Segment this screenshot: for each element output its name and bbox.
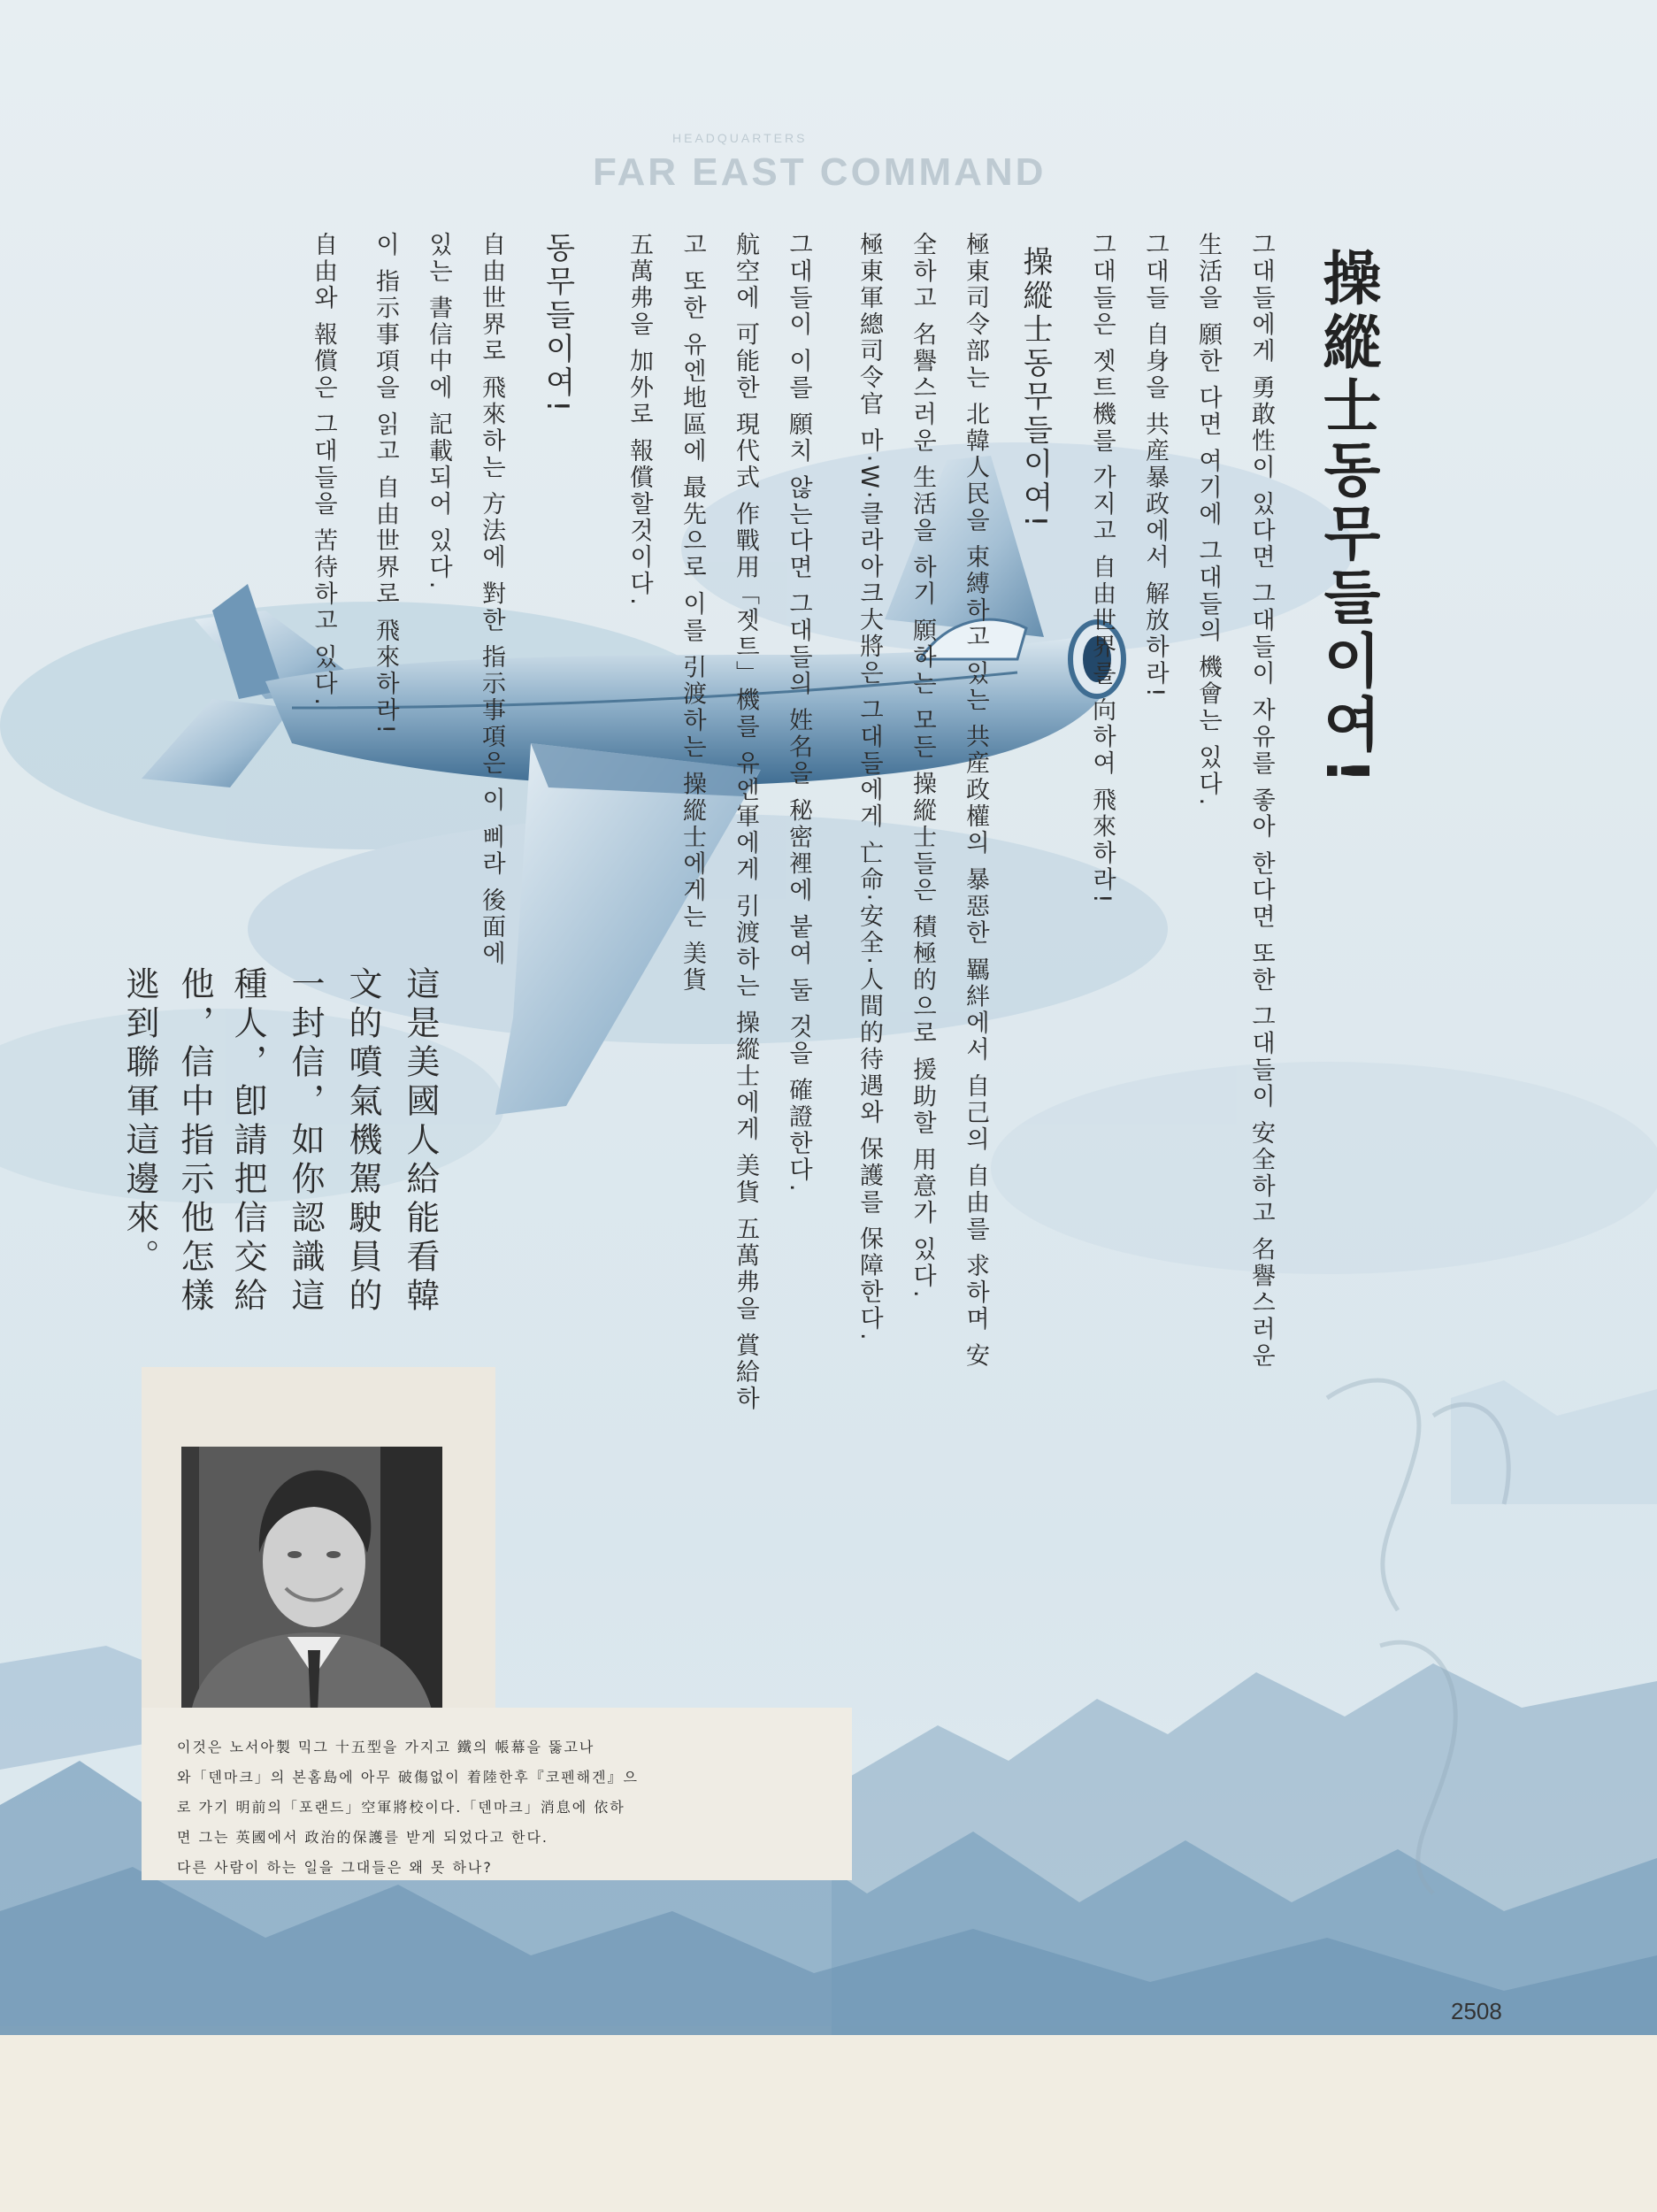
chinese-note-column: 種人，卽請把信交給 (228, 966, 267, 1317)
text-column: 있는 書信中에 記載되어 있다. (425, 232, 452, 592)
chinese-note-column: 這是美國人給能看韓 (401, 966, 440, 1317)
text-column: 그대들이 이를 願치 않는다면 그대들의 姓名을 秘密裡에 붙여 둘 것을 確證한다. (785, 232, 812, 1194)
caption-line: 다른 사람이 하는 일을 그대들은 왜 못 하나? (177, 1859, 493, 1876)
photo-frame (142, 1367, 495, 1761)
show-through-text-small: HEADQUARTERS (672, 131, 808, 145)
text-column: 그대들은 젯트機를 가지고 自由世界를 向하여 飛來하라! (1088, 232, 1116, 906)
photo-caption (142, 1708, 852, 1880)
text-column: 이 指示事項을 읽고 自由世界로 飛來하라! (372, 232, 399, 737)
text-column: 全하고 名譽스러운 生活을 하기 願하는 모든 操縱士들은 積極的으로 援助할 用意가 있다. (909, 232, 936, 1301)
caption-line: 이것은 노서아製 믹그 十五型을 가지고 鐵의 帳幕을 뚫고나 (177, 1739, 595, 1755)
caption-line: 면 그는 英國에서 政治的保護를 받게 되었다고 한다. (177, 1829, 548, 1846)
text-column: 自由와 報償은 그대들을 苦待하고 있다. (310, 232, 337, 708)
text-column: 그대들 自身을 共産暴政에서 解放하라! (1141, 232, 1169, 700)
text-column: 自由世界로 飛來하는 方法에 對한 指示事項은 이 삐라 後面에 (478, 232, 505, 968)
show-through-text-large: FAR EAST COMMAND (593, 150, 1047, 194)
pilot-photo (181, 1447, 442, 1717)
text-column: 그대들에게 勇敢性이 있다면 그대들이 자유를 좋아 한다면 또한 그대들이 安全하고 名譽스러운 (1247, 232, 1275, 1370)
chinese-note-column: 他，信中指示他怎樣 (175, 966, 214, 1317)
caption-line: 로 가기 明前의「포랜드」空軍將校이다.「덴마크」消息에 依하 (177, 1799, 625, 1816)
sheet-number: 2508 (1451, 1998, 1502, 2024)
text-column: 고 또한 유엔地區에 最先으로 이를 引渡하는 操縱士에게는 美貨 (679, 232, 706, 995)
text-column: 五萬弗을 加外로 報償할것이다. (625, 232, 653, 608)
text-column: 極東司令部는 北韓人民을 束縛하고 있는 共産政權의 暴惡한 羈絆에서 自己의 自由를 求하며 安 (962, 232, 989, 1370)
chinese-note-column: 一封信，如你認識這 (286, 966, 325, 1317)
text-column: 極東軍總司令官 마·W·클라아크大將은 그대들에게 亡命·安全·人間的待遇와 保護를 保障한다. (855, 232, 883, 1343)
section-heading: 操縱士동무들이여! (1017, 246, 1053, 531)
text-column: 航空에 可能한 現代式 作戰用「젯트」機를 유엔軍에게 引渡하는 操縱士에게 美貨 五萬弗을 賞給하 (732, 232, 759, 1413)
caption-line: 와「덴마크」의 본홈島에 아무 破傷없이 着陸한후『코펜해겐』으 (177, 1769, 640, 1786)
chinese-note-column: 逃到聯軍這邊來。 (120, 966, 159, 1278)
section-heading: 동무들이여! (540, 232, 575, 416)
chinese-note-column: 文的噴氣機駕駛員的 (343, 966, 382, 1317)
text-column: 生活을 願한 다면 여기에 그대들의 機會는 있다. (1194, 232, 1222, 809)
leaflet-title: 操縱士동무들이여! (1313, 248, 1381, 790)
